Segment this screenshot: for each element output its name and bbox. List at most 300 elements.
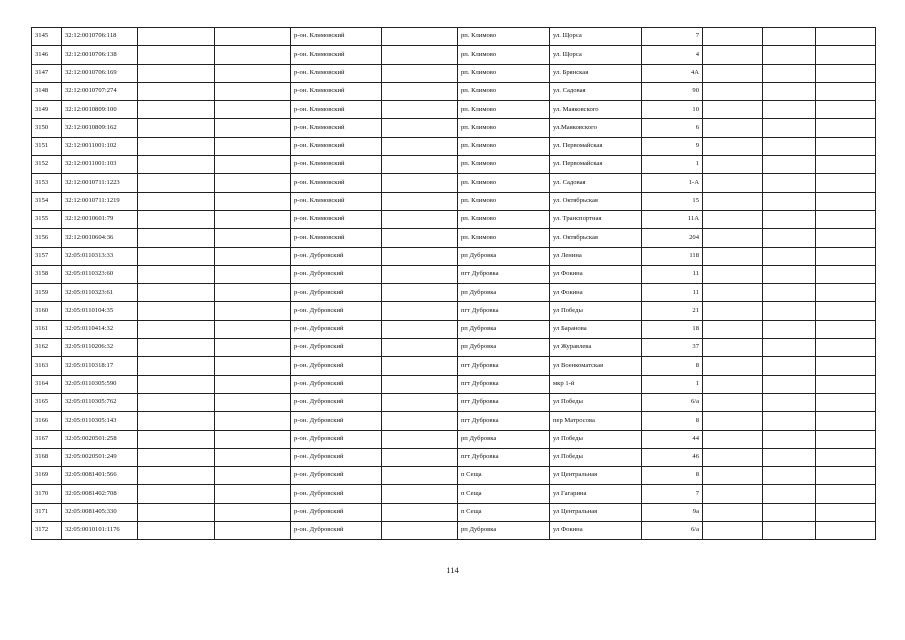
table-row	[32, 174, 876, 192]
empty-cell	[215, 265, 291, 283]
empty-cell	[138, 46, 215, 64]
table-row	[32, 265, 876, 283]
empty-cell	[763, 302, 816, 320]
empty-cell	[763, 339, 816, 357]
empty-cell	[763, 503, 816, 521]
cadastral-number-cell: 32:12:0010706:138	[62, 46, 138, 64]
cadastral-number-cell: 32:12:0010711:1219	[62, 192, 138, 210]
empty-cell	[382, 101, 458, 119]
table-row	[32, 28, 876, 46]
house-number-cell: 15	[642, 192, 703, 210]
empty-cell	[215, 229, 291, 247]
empty-cell	[816, 485, 876, 503]
empty-cell	[816, 101, 876, 119]
house-number-cell: 7	[642, 28, 703, 46]
empty-cell	[215, 412, 291, 430]
empty-cell	[816, 265, 876, 283]
empty-cell	[382, 82, 458, 100]
district-cell: р-он. Дубровский	[291, 247, 382, 265]
district-cell: р-он. Дубровский	[291, 265, 382, 283]
street-cell: ул. Маяковского	[550, 101, 642, 119]
empty-cell	[215, 46, 291, 64]
empty-cell	[703, 210, 763, 228]
settlement-cell: рп. Климово	[458, 101, 550, 119]
empty-cell	[816, 393, 876, 411]
empty-cell	[816, 174, 876, 192]
empty-cell	[215, 485, 291, 503]
street-cell: ул. Щорса	[550, 28, 642, 46]
street-cell: ул. Садовая	[550, 174, 642, 192]
table-row	[32, 302, 876, 320]
district-cell: р-он. Дубровский	[291, 448, 382, 466]
row-number-cell: 3159	[32, 284, 62, 302]
table-row	[32, 82, 876, 100]
empty-cell	[816, 247, 876, 265]
empty-cell	[215, 64, 291, 82]
empty-cell	[138, 82, 215, 100]
street-cell: ул Центральная	[550, 467, 642, 485]
empty-cell	[382, 467, 458, 485]
empty-cell	[816, 119, 876, 137]
empty-cell	[763, 320, 816, 338]
street-cell: ул Журавлева	[550, 339, 642, 357]
empty-cell	[816, 302, 876, 320]
street-cell: ул. Садовая	[550, 82, 642, 100]
row-number-cell: 3169	[32, 467, 62, 485]
empty-cell	[382, 430, 458, 448]
row-number-cell: 3166	[32, 412, 62, 430]
house-number-cell: 46	[642, 448, 703, 466]
district-cell: р-он. Климовский	[291, 192, 382, 210]
empty-cell	[215, 284, 291, 302]
empty-cell	[703, 302, 763, 320]
cadastral-number-cell: 32:05:0110323:60	[62, 265, 138, 283]
empty-cell	[382, 265, 458, 283]
settlement-cell: п Сеща	[458, 485, 550, 503]
settlement-cell: рп. Климово	[458, 192, 550, 210]
empty-cell	[703, 357, 763, 375]
row-number-cell: 3165	[32, 393, 62, 411]
cadastral-number-cell: 32:12:0010706:118	[62, 28, 138, 46]
empty-cell	[215, 375, 291, 393]
empty-cell	[382, 448, 458, 466]
empty-cell	[703, 192, 763, 210]
row-number-cell: 3167	[32, 430, 62, 448]
settlement-cell: пгт Дубровка	[458, 357, 550, 375]
table-row	[32, 229, 876, 247]
table-row	[32, 320, 876, 338]
house-number-cell: 44	[642, 430, 703, 448]
empty-cell	[816, 137, 876, 155]
table-row	[32, 412, 876, 430]
empty-cell	[816, 412, 876, 430]
empty-cell	[215, 28, 291, 46]
settlement-cell: п Сеща	[458, 503, 550, 521]
empty-cell	[703, 284, 763, 302]
settlement-cell: рп Дубровка	[458, 320, 550, 338]
house-number-cell: 90	[642, 82, 703, 100]
cadastral-number-cell: 32:12:0010809:162	[62, 119, 138, 137]
empty-cell	[382, 302, 458, 320]
settlement-cell: рп Дубровка	[458, 247, 550, 265]
empty-cell	[763, 210, 816, 228]
empty-cell	[138, 64, 215, 82]
table-row	[32, 339, 876, 357]
settlement-cell: пгт Дубровка	[458, 302, 550, 320]
house-number-cell: 118	[642, 247, 703, 265]
empty-cell	[763, 522, 816, 540]
cadastral-number-cell: 32:05:0020501:258	[62, 430, 138, 448]
empty-cell	[138, 412, 215, 430]
street-cell: ул Фокина	[550, 522, 642, 540]
settlement-cell: рп. Климово	[458, 119, 550, 137]
empty-cell	[703, 174, 763, 192]
empty-cell	[703, 467, 763, 485]
street-cell: ул. Октябрьская	[550, 229, 642, 247]
empty-cell	[763, 174, 816, 192]
settlement-cell: пгт Дубровка	[458, 393, 550, 411]
empty-cell	[382, 137, 458, 155]
street-cell: ул Победы	[550, 393, 642, 411]
settlement-cell: рп. Климово	[458, 174, 550, 192]
district-cell: р-он. Климовский	[291, 174, 382, 192]
row-number-cell: 3149	[32, 101, 62, 119]
empty-cell	[703, 503, 763, 521]
empty-cell	[763, 375, 816, 393]
cadastral-number-cell: 32:12:0010707:274	[62, 82, 138, 100]
table-row	[32, 119, 876, 137]
district-cell: р-он. Климовский	[291, 46, 382, 64]
empty-cell	[138, 265, 215, 283]
house-number-cell: 6/а	[642, 393, 703, 411]
empty-cell	[703, 156, 763, 174]
house-number-cell: 9	[642, 137, 703, 155]
cadastral-number-cell: 32:12:0011001:103	[62, 156, 138, 174]
empty-cell	[215, 101, 291, 119]
empty-cell	[816, 192, 876, 210]
empty-cell	[382, 357, 458, 375]
district-cell: р-он. Климовский	[291, 64, 382, 82]
empty-cell	[138, 320, 215, 338]
street-cell: ул Победы	[550, 448, 642, 466]
cadastral-number-cell: 32:05:0081401:566	[62, 467, 138, 485]
empty-cell	[382, 46, 458, 64]
empty-cell	[215, 467, 291, 485]
district-cell: р-он. Климовский	[291, 82, 382, 100]
house-number-cell: 10	[642, 101, 703, 119]
table-row	[32, 430, 876, 448]
row-number-cell: 3155	[32, 210, 62, 228]
cadastral-number-cell: 32:05:0081402:708	[62, 485, 138, 503]
row-number-cell: 3154	[32, 192, 62, 210]
table-row	[32, 375, 876, 393]
empty-cell	[382, 522, 458, 540]
house-number-cell: 11А	[642, 210, 703, 228]
empty-cell	[138, 430, 215, 448]
empty-cell	[816, 375, 876, 393]
empty-cell	[382, 119, 458, 137]
street-cell: ул. Транспортная	[550, 210, 642, 228]
house-number-cell: 8	[642, 357, 703, 375]
empty-cell	[382, 229, 458, 247]
empty-cell	[763, 82, 816, 100]
cadastral-number-cell: 32:05:0110104:35	[62, 302, 138, 320]
empty-cell	[763, 192, 816, 210]
table-row	[32, 137, 876, 155]
row-number-cell: 3172	[32, 522, 62, 540]
empty-cell	[138, 247, 215, 265]
empty-cell	[703, 522, 763, 540]
empty-cell	[763, 101, 816, 119]
cadastral-number-cell: 32:12:0010711:1223	[62, 174, 138, 192]
empty-cell	[816, 229, 876, 247]
empty-cell	[215, 448, 291, 466]
empty-cell	[382, 174, 458, 192]
empty-cell	[382, 503, 458, 521]
empty-cell	[703, 320, 763, 338]
house-number-cell: 8	[642, 412, 703, 430]
street-cell: ул Баранова	[550, 320, 642, 338]
empty-cell	[816, 357, 876, 375]
empty-cell	[763, 448, 816, 466]
row-number-cell: 3163	[32, 357, 62, 375]
empty-cell	[382, 64, 458, 82]
empty-cell	[138, 284, 215, 302]
empty-cell	[382, 192, 458, 210]
house-number-cell: 11	[642, 265, 703, 283]
empty-cell	[703, 393, 763, 411]
empty-cell	[215, 210, 291, 228]
empty-cell	[215, 522, 291, 540]
cadastral-number-cell: 32:05:0110323:61	[62, 284, 138, 302]
empty-cell	[763, 137, 816, 155]
empty-cell	[763, 64, 816, 82]
empty-cell	[703, 28, 763, 46]
street-cell: ул. Первомайская	[550, 156, 642, 174]
row-number-cell: 3151	[32, 137, 62, 155]
empty-cell	[138, 28, 215, 46]
row-number-cell: 3162	[32, 339, 62, 357]
settlement-cell: рп. Климово	[458, 46, 550, 64]
row-number-cell: 3152	[32, 156, 62, 174]
empty-cell	[138, 192, 215, 210]
empty-cell	[138, 101, 215, 119]
empty-cell	[703, 448, 763, 466]
house-number-cell: 11	[642, 284, 703, 302]
row-number-cell: 3161	[32, 320, 62, 338]
empty-cell	[215, 82, 291, 100]
row-number-cell: 3146	[32, 46, 62, 64]
empty-cell	[382, 284, 458, 302]
table-row	[32, 210, 876, 228]
empty-cell	[382, 247, 458, 265]
empty-cell	[763, 284, 816, 302]
cadastral-number-cell: 32:05:0110305:590	[62, 375, 138, 393]
empty-cell	[215, 503, 291, 521]
district-cell: р-он. Климовский	[291, 156, 382, 174]
empty-cell	[763, 467, 816, 485]
empty-cell	[138, 210, 215, 228]
empty-cell	[816, 467, 876, 485]
street-cell: ул Фокина	[550, 265, 642, 283]
street-cell: ул. Брянская	[550, 64, 642, 82]
empty-cell	[382, 393, 458, 411]
house-number-cell: 204	[642, 229, 703, 247]
empty-cell	[763, 430, 816, 448]
empty-cell	[703, 101, 763, 119]
district-cell: р-он. Дубровский	[291, 320, 382, 338]
empty-cell	[215, 156, 291, 174]
register-table	[31, 27, 876, 540]
empty-cell	[703, 412, 763, 430]
empty-cell	[763, 46, 816, 64]
cadastral-number-cell: 32:12:0010604:36	[62, 229, 138, 247]
cadastral-number-cell: 32:05:0110206:32	[62, 339, 138, 357]
cadastral-number-cell: 32:05:0110318:17	[62, 357, 138, 375]
empty-cell	[816, 46, 876, 64]
empty-cell	[215, 302, 291, 320]
house-number-cell: 9а	[642, 503, 703, 521]
cadastral-number-cell: 32:05:0110305:762	[62, 393, 138, 411]
house-number-cell: 1	[642, 156, 703, 174]
empty-cell	[703, 82, 763, 100]
district-cell: р-он. Дубровский	[291, 430, 382, 448]
row-number-cell: 3157	[32, 247, 62, 265]
empty-cell	[138, 467, 215, 485]
settlement-cell: рп Дубровка	[458, 284, 550, 302]
district-cell: р-он. Дубровский	[291, 302, 382, 320]
empty-cell	[138, 393, 215, 411]
house-number-cell: 21	[642, 302, 703, 320]
cadastral-number-cell: 32:05:0010101:1176	[62, 522, 138, 540]
district-cell: р-он. Дубровский	[291, 393, 382, 411]
cadastral-number-cell: 32:12:0011001:102	[62, 137, 138, 155]
empty-cell	[215, 357, 291, 375]
empty-cell	[215, 393, 291, 411]
empty-cell	[703, 229, 763, 247]
row-number-cell: 3164	[32, 375, 62, 393]
empty-cell	[763, 357, 816, 375]
settlement-cell: пгт Дубровка	[458, 448, 550, 466]
empty-cell	[215, 137, 291, 155]
empty-cell	[703, 375, 763, 393]
table-row	[32, 46, 876, 64]
settlement-cell: рп Дубровка	[458, 430, 550, 448]
row-number-cell: 3158	[32, 265, 62, 283]
empty-cell	[382, 339, 458, 357]
street-cell: ул Ленина	[550, 247, 642, 265]
table-row	[32, 522, 876, 540]
empty-cell	[382, 485, 458, 503]
table-row	[32, 503, 876, 521]
empty-cell	[382, 210, 458, 228]
empty-cell	[763, 229, 816, 247]
district-cell: р-он. Дубровский	[291, 485, 382, 503]
table-row	[32, 156, 876, 174]
district-cell: р-он. Климовский	[291, 137, 382, 155]
empty-cell	[382, 320, 458, 338]
empty-cell	[138, 174, 215, 192]
empty-cell	[816, 28, 876, 46]
table-row	[32, 247, 876, 265]
cadastral-number-cell: 32:05:0020501:249	[62, 448, 138, 466]
empty-cell	[138, 357, 215, 375]
empty-cell	[816, 448, 876, 466]
house-number-cell: 18	[642, 320, 703, 338]
street-cell: ул Победы	[550, 430, 642, 448]
table-body	[32, 28, 876, 540]
settlement-cell: рп. Климово	[458, 156, 550, 174]
empty-cell	[138, 137, 215, 155]
row-number-cell: 3147	[32, 64, 62, 82]
cadastral-number-cell: 32:05:0110414:32	[62, 320, 138, 338]
table-row	[32, 467, 876, 485]
table-row	[32, 485, 876, 503]
row-number-cell: 3168	[32, 448, 62, 466]
empty-cell	[763, 247, 816, 265]
empty-cell	[382, 375, 458, 393]
cadastral-number-cell: 32:12:0010706:169	[62, 64, 138, 82]
empty-cell	[138, 503, 215, 521]
street-cell: ул.Маяковского	[550, 119, 642, 137]
empty-cell	[763, 119, 816, 137]
empty-cell	[816, 339, 876, 357]
house-number-cell: 8	[642, 467, 703, 485]
cadastral-number-cell: 32:05:0081405:330	[62, 503, 138, 521]
settlement-cell: рп. Климово	[458, 64, 550, 82]
district-cell: р-он. Климовский	[291, 229, 382, 247]
street-cell: ул Гагарина	[550, 485, 642, 503]
empty-cell	[703, 339, 763, 357]
settlement-cell: рп Дубровка	[458, 339, 550, 357]
empty-cell	[763, 156, 816, 174]
table-row	[32, 448, 876, 466]
district-cell: р-он. Климовский	[291, 119, 382, 137]
empty-cell	[816, 64, 876, 82]
settlement-cell: рп. Климово	[458, 28, 550, 46]
empty-cell	[703, 247, 763, 265]
empty-cell	[215, 247, 291, 265]
street-cell: ул Центральная	[550, 503, 642, 521]
settlement-cell: рп. Климово	[458, 82, 550, 100]
empty-cell	[763, 412, 816, 430]
empty-cell	[215, 119, 291, 137]
street-cell: ул Фокина	[550, 284, 642, 302]
empty-cell	[382, 28, 458, 46]
street-cell: ул. Щорса	[550, 46, 642, 64]
settlement-cell: рп Дубровка	[458, 522, 550, 540]
cadastral-number-cell: 32:05:0110313:33	[62, 247, 138, 265]
empty-cell	[816, 320, 876, 338]
row-number-cell: 3153	[32, 174, 62, 192]
row-number-cell: 3150	[32, 119, 62, 137]
district-cell: р-он. Дубровский	[291, 339, 382, 357]
house-number-cell: 4	[642, 46, 703, 64]
empty-cell	[138, 522, 215, 540]
house-number-cell: 1	[642, 375, 703, 393]
settlement-cell: рп. Климово	[458, 210, 550, 228]
settlement-cell: рп. Климово	[458, 229, 550, 247]
empty-cell	[703, 46, 763, 64]
district-cell: р-он. Дубровский	[291, 522, 382, 540]
empty-cell	[816, 156, 876, 174]
empty-cell	[703, 119, 763, 137]
empty-cell	[382, 412, 458, 430]
table-row	[32, 284, 876, 302]
row-number-cell: 3145	[32, 28, 62, 46]
empty-cell	[703, 265, 763, 283]
settlement-cell: пгт Дубровка	[458, 375, 550, 393]
